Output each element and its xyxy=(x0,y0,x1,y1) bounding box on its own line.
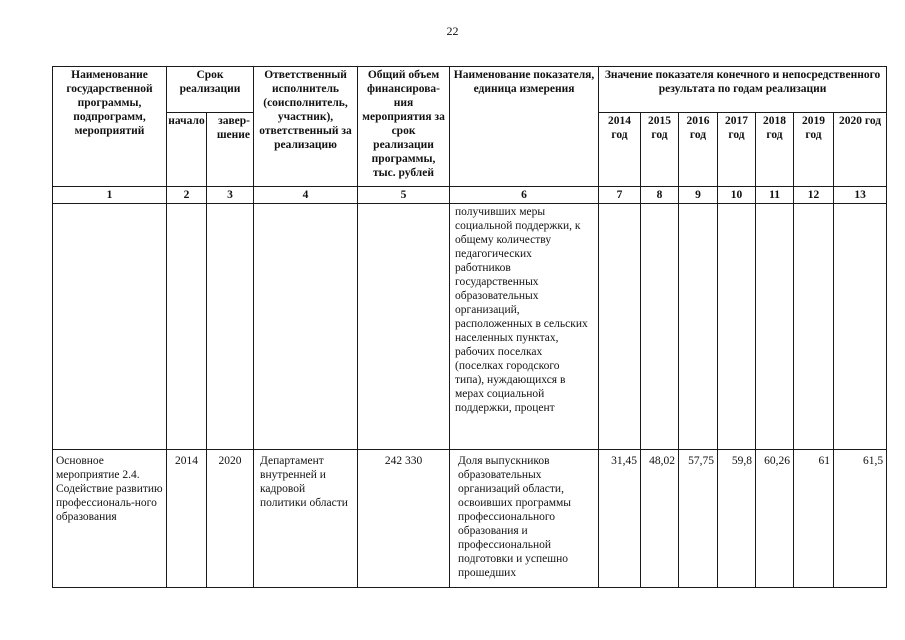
header-start: начало xyxy=(167,113,207,187)
header-year-2018: 2018 год xyxy=(756,113,794,187)
header-year-2015: 2015 год xyxy=(641,113,679,187)
column-number-row xyxy=(53,187,887,204)
row-financing: 242 330 xyxy=(358,450,450,588)
header-year-2016: 2016 год xyxy=(679,113,718,187)
column-number: 2 xyxy=(167,187,207,204)
column-number: 3 xyxy=(207,187,254,204)
row-value-2018 xyxy=(756,204,794,450)
row-executor: Департамент внутренней и кадровой политики области xyxy=(254,450,358,588)
row-indicator: Доля выпускников образовательных организаций области, освоивших программы профессионального образования и профессиональной подготовки и успешно прошедших xyxy=(450,450,599,588)
row-value-2015 xyxy=(641,204,679,450)
header-indicator: Наименование показателя, единица измерения xyxy=(450,67,599,187)
table-row xyxy=(53,204,887,450)
row-program-name xyxy=(53,204,167,450)
row-value-2016 xyxy=(679,204,718,450)
header-term: Срок реализации xyxy=(167,67,254,113)
header-row-1 xyxy=(53,67,887,113)
column-number: 1 xyxy=(53,187,167,204)
header-end: завер-шение xyxy=(207,113,254,187)
header-values: Значение показателя конечного и непосредственного результата по годам реализации xyxy=(599,67,887,113)
row-value-2018: 60,26 xyxy=(756,450,794,588)
column-number: 8 xyxy=(641,187,679,204)
column-number: 10 xyxy=(718,187,756,204)
header-year-2014: 2014 год xyxy=(599,113,641,187)
row-end xyxy=(207,204,254,450)
header-program-name: Наименование государственной программы, подпрограмм, мероприятий xyxy=(53,67,167,187)
table-row xyxy=(53,450,887,588)
row-value-2015: 48,02 xyxy=(641,450,679,588)
row-end: 2020 xyxy=(207,450,254,588)
column-number: 6 xyxy=(450,187,599,204)
row-indicator: получивших меры социальной поддержки, к общему количеству педагогических работников государственных образовательных организаций, расположенных в сельских населенных пунктах, рабочих поселках (поселках городского типа), нуждающихся в мерах социальной поддержки, процент xyxy=(450,204,599,450)
header-executor: Ответственный исполнитель (соисполнитель, участник), ответственный за реализацию xyxy=(254,67,358,187)
row-value-2016: 57,75 xyxy=(679,450,718,588)
row-value-2019 xyxy=(794,204,834,450)
row-start xyxy=(167,204,207,450)
column-number: 11 xyxy=(756,187,794,204)
row-executor xyxy=(254,204,358,450)
row-value-2020: 61,5 xyxy=(834,450,887,588)
row-value-2014: 31,45 xyxy=(599,450,641,588)
column-number: 4 xyxy=(254,187,358,204)
column-number: 9 xyxy=(679,187,718,204)
header-year-2017: 2017 год xyxy=(718,113,756,187)
column-number: 13 xyxy=(834,187,887,204)
row-value-2020 xyxy=(834,204,887,450)
row-value-2019: 61 xyxy=(794,450,834,588)
row-value-2017: 59,8 xyxy=(718,450,756,588)
column-number: 7 xyxy=(599,187,641,204)
header-year-2020: 2020 год xyxy=(834,113,887,187)
row-financing xyxy=(358,204,450,450)
row-value-2017 xyxy=(718,204,756,450)
row-start: 2014 xyxy=(167,450,207,588)
row-value-2014 xyxy=(599,204,641,450)
header-year-2019: 2019 год xyxy=(794,113,834,187)
column-number: 5 xyxy=(358,187,450,204)
column-number: 12 xyxy=(794,187,834,204)
header-financing: Общий объем финансирова-ния мероприятия за срок реализации программы, тыс. рублей xyxy=(358,67,450,187)
page-number: 22 xyxy=(446,24,459,38)
indicators-table xyxy=(52,66,887,588)
row-program-name: Основное мероприятие 2.4. Содействие развитию профессиональ-ного образования xyxy=(53,450,167,588)
